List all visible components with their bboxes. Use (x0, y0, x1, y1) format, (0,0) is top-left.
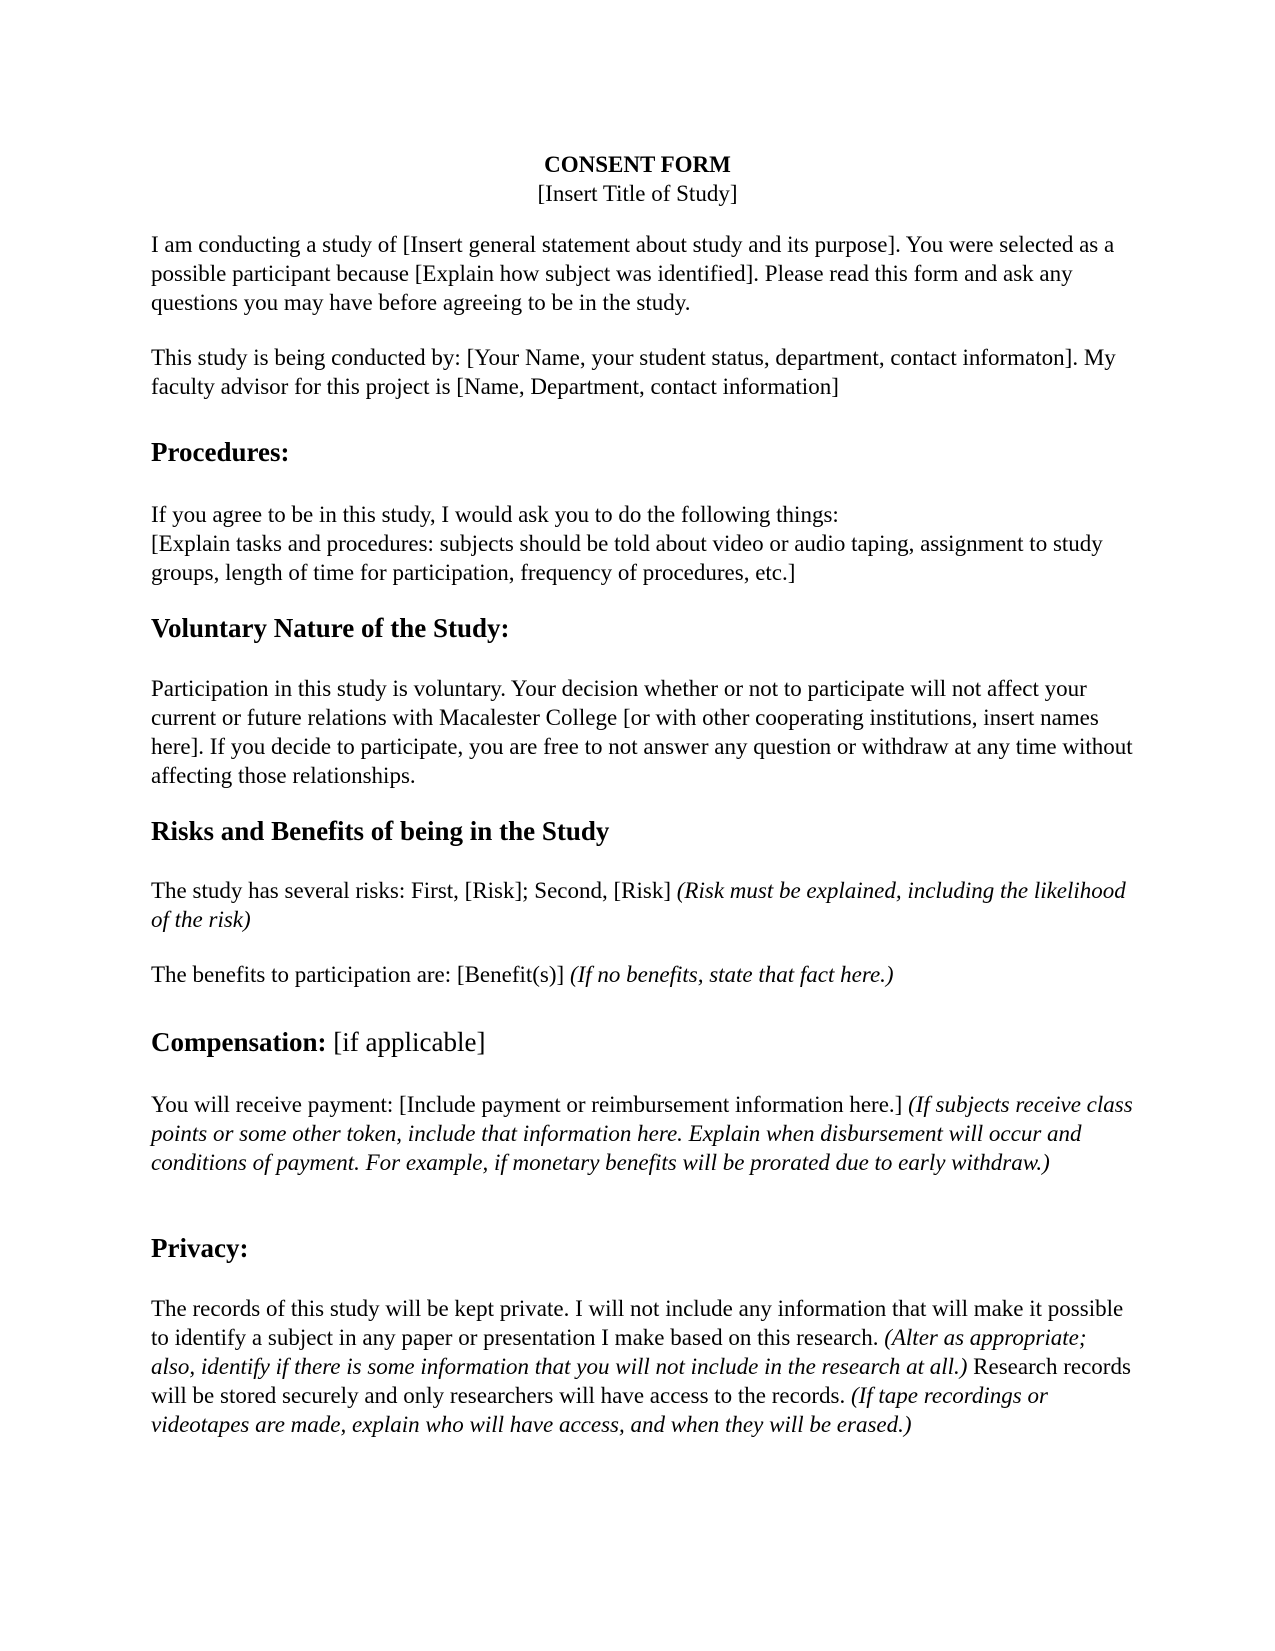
researcher-paragraph: This study is being conducted by: [Your Name, your student status, department, contact informaton]. My faculty advisor for this project is [Name, Department, contact information] (151, 345, 1116, 399)
procedures-paragraph (151, 500, 1136, 587)
benefits-note: (If no benefits, state that fact here.) (569, 962, 894, 987)
privacy-note-1: (Alter as appropriate; also, identify if there is some information that you will not include in the research at all.) (151, 1325, 1087, 1379)
voluntary-paragraph: Participation in this study is voluntary. Your decision whether or not to participate will not affect your current or future relations with Macalester College [or with other cooperating institutions, insert names here]. If you decide to participate, you are free to not answer any question or withdraw at any time without affecting those relationships. (151, 676, 1133, 788)
procedures-details: [Explain tasks and procedures: subjects should be told about video or audio taping, assignment to study groups, length of time for participation, frequency of procedures, etc.] (151, 531, 1103, 585)
title-block (0, 150, 1275, 208)
privacy-heading: Privacy: (151, 1233, 249, 1263)
compensation-text: You will receive payment: [Include payment or reimbursement information here.] (151, 1092, 909, 1117)
privacy-text-2: Research records will be stored securely and only researchers will have access to the records. (151, 1354, 1131, 1408)
document-title: CONSENT FORM (544, 152, 731, 177)
risks-note: (Risk must be explained, including the likelihood of the risk) (151, 878, 1126, 932)
risks-benefits-heading: Risks and Benefits of being in the Study (151, 816, 610, 846)
intro-paragraph: I am conducting a study of [Insert general statement about study and its purpose]. You were selected as a possible participant because [Explain how subject was identified]. Please read this form and ask any questions you may have before agreeing to be in the study. (151, 232, 1115, 315)
risks-text: The study has several risks: First, [Risk]; Second, [Risk] (151, 878, 677, 903)
procedures-intro-line: If you agree to be in this study, I would ask you to do the following things: (151, 502, 839, 527)
privacy-text-1: The records of this study will be kept private. I will not include any information that will make it possible to identify a subject in any paper or presentation I make based on this research. (151, 1296, 1124, 1350)
risks-paragraph (151, 876, 1136, 934)
benefits-paragraph (151, 960, 1136, 989)
compensation-note: (If subjects receive class points or some other token, include that information here. Explain when disbursement will occur and conditions of payment. For example, if monetary benefits will be prorated due to early withdraw.) (151, 1092, 1133, 1175)
privacy-paragraph (151, 1294, 1136, 1439)
voluntary-heading: Voluntary Nature of the Study: (151, 613, 510, 643)
compensation-heading (151, 1026, 1136, 1058)
compensation-heading-label: Compensation: (151, 1027, 327, 1057)
privacy-note-2: (If tape recordings or videotapes are made, explain who will have access, and when they will be erased.) (151, 1383, 1048, 1437)
compensation-paragraph (151, 1090, 1136, 1177)
compensation-heading-note: [if applicable] (326, 1027, 486, 1057)
procedures-heading: Procedures: (151, 437, 290, 467)
document-subtitle: [Insert Title of Study] (537, 181, 738, 206)
benefits-text: The benefits to participation are: [Benefit(s)] (151, 962, 570, 987)
